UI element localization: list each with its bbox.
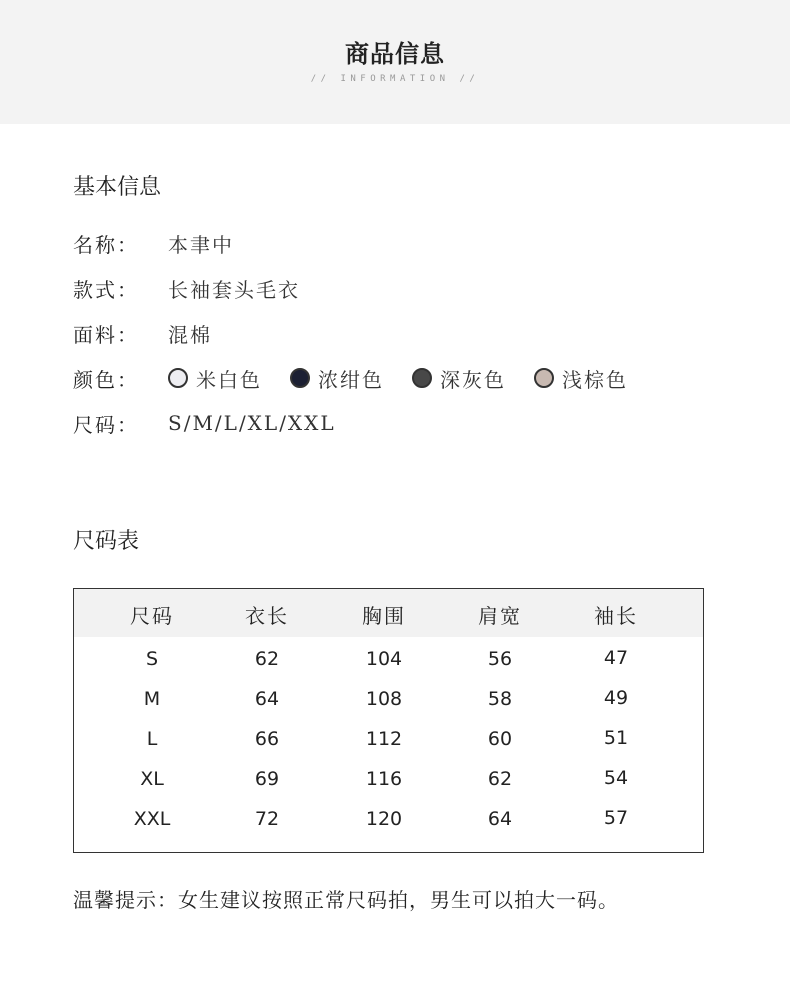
color-name: 米白色	[196, 367, 262, 392]
table-cell: 120	[365, 808, 403, 830]
table-cell: 62	[254, 648, 280, 670]
table-cell: 112	[365, 728, 403, 750]
info-row-style	[73, 273, 300, 303]
table-cell: 116	[365, 768, 403, 790]
color-dot	[412, 368, 432, 388]
table-cell: 104	[365, 648, 403, 670]
table-cell: XXL	[133, 808, 171, 830]
name-label: 名称：	[73, 232, 139, 257]
basic-info-title: 基本信息	[73, 175, 162, 200]
table-cell: 62	[487, 768, 513, 790]
table-cell: XL	[140, 768, 164, 790]
table-cell: S	[145, 648, 159, 670]
info-row-size	[73, 408, 336, 438]
color-option	[168, 364, 262, 393]
header-title: 商品信息	[345, 40, 445, 68]
name-value: 本聿中	[168, 232, 234, 257]
color-name: 浓绀色	[318, 367, 384, 392]
size-table	[73, 588, 704, 853]
table-cell: 56	[487, 648, 513, 670]
table-cell: 72	[254, 808, 280, 830]
table-cell: 64	[487, 808, 513, 830]
table-cell: 49	[603, 687, 629, 709]
color-option	[290, 364, 384, 393]
style-value: 长袖套头毛衣	[168, 277, 300, 302]
style-label: 款式：	[73, 277, 139, 302]
info-row-name	[73, 228, 234, 258]
color-option	[412, 364, 506, 393]
size-chart-title: 尺码表	[73, 529, 140, 554]
table-cell: 64	[254, 688, 280, 710]
color-name: 浅棕色	[562, 367, 628, 392]
color-dot	[290, 368, 310, 388]
table-cell: 66	[254, 728, 280, 750]
table-cell: 54	[603, 767, 629, 789]
column-header: 尺码	[130, 604, 174, 628]
info-row-colors	[73, 363, 656, 393]
table-cell: 108	[365, 688, 403, 710]
size-table-header	[74, 589, 703, 637]
column-header: 胸围	[362, 604, 406, 628]
color-option	[534, 364, 628, 393]
size-label: 尺码：	[73, 412, 139, 437]
tip-note: 温馨提示：女生建议按照正常尺码拍，男生可以拍大一码。	[73, 888, 619, 912]
table-cell: 47	[603, 647, 629, 669]
size-value: S/M/L/XL/XXL	[168, 411, 336, 435]
table-cell: 57	[603, 807, 629, 829]
fabric-value: 混棉	[168, 322, 212, 347]
color-dot	[534, 368, 554, 388]
column-header: 袖长	[594, 604, 638, 628]
colors-label: 颜色：	[73, 367, 139, 392]
color-dot	[168, 368, 188, 388]
table-cell: 58	[487, 688, 513, 710]
column-header: 肩宽	[478, 604, 522, 628]
table-cell: 51	[603, 727, 629, 749]
table-cell: M	[143, 688, 161, 710]
fabric-label: 面料：	[73, 322, 139, 347]
color-name: 深灰色	[440, 367, 506, 392]
header-subtitle: // INFORMATION //	[310, 74, 480, 84]
table-cell: 69	[254, 768, 280, 790]
page-header	[0, 0, 790, 124]
info-row-fabric	[73, 318, 212, 348]
table-cell: 60	[487, 728, 513, 750]
table-cell: L	[146, 728, 158, 750]
column-header: 衣长	[245, 604, 289, 628]
color-swatches	[168, 364, 656, 393]
